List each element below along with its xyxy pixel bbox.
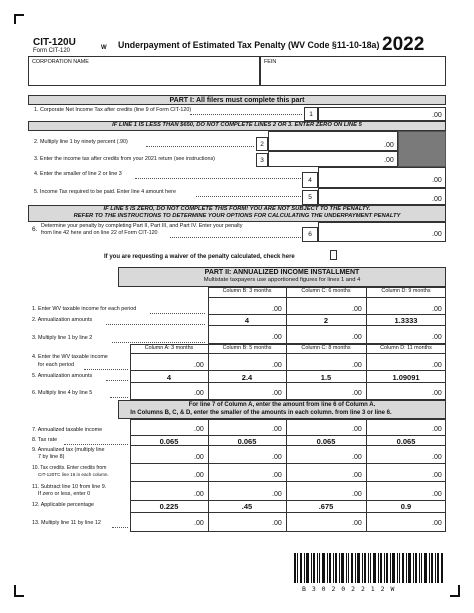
p2-bottom-rule-4 [130,481,446,482]
p2-mid-row2-rule [130,382,446,383]
p2-annual-mid-b: 2.4 [241,373,253,382]
p2-line3-leader [112,342,205,343]
p2-line6-cents-b: .00 [272,390,282,397]
p1-line2-leader [146,146,254,147]
p2-pct-c: .675 [318,502,334,511]
p1-line1-amount[interactable] [318,107,446,121]
p2-mid-row1-rule [130,370,446,371]
w-mark: W [101,45,107,51]
p2-tax-rate-b: 0.065 [237,437,257,446]
p2-bottom-rule-6 [130,512,446,513]
p1-line6-prefix: 6. [32,226,38,233]
p1-line3-cents: .00 [384,157,394,164]
p1-line1-leader [190,114,302,115]
p2-line4-leader [84,369,128,370]
p2-line7-cents-b: .00 [272,426,282,433]
p2-line1-cents-c: .00 [352,306,362,313]
p1-line6-number: 6 [302,227,318,242]
p2-tax-rate-d: 0.065 [396,437,416,446]
p2-line3-label: 3. Multiply line 1 by line 2 [32,335,93,341]
p2-tax-rate-c: 0.065 [316,437,336,446]
p2-bottom-rule-3 [130,463,446,464]
p1-line4-leader [135,178,301,179]
p1-line2-label: 2. Multiply line 1 by ninety percent (.90) [34,139,128,145]
p1-line2-cents: .00 [384,142,394,149]
p2-line6-leader [110,397,128,398]
crop-mark-bottom-right [450,585,460,597]
p1-line5-number: 5 [302,190,318,205]
p2-line3-cents-d: .00 [432,334,442,341]
p1-line1-label: 1. Corporate Net Income Tax after credits (line 9 of Form CIT-120) [34,107,192,113]
p2-line13-cents-a: .00 [194,520,204,527]
p1-line4-number: 4 [302,172,318,188]
p2-line7-cents-c: .00 [352,426,362,433]
p2-top-col-d: Column D: 9 months [381,288,431,294]
p2-tax-rate-a: 0.065 [159,437,179,446]
p2-annual-top-c: 2 [323,316,329,325]
p2-line3-cents-c: .00 [352,334,362,341]
p1-line6-label-a: Determine your penalty by completing Part II, Part III, and Part IV. Enter your penalty [41,223,243,229]
p2-line5-label: 5. Annualization amounts [32,373,93,379]
p1-line2-number: 2 [256,137,268,151]
waiver-checkbox[interactable] [330,250,337,260]
form-year: 2022 [382,34,425,55]
p2-line4-label-b: for each period [38,362,74,368]
corporation-name-field[interactable] [28,56,260,86]
p2-line13-label: 13. Multiply line 11 by line 12 [32,520,101,526]
p2-mid-header-rule [130,353,446,354]
p2-mid-col-b: Column B: 5 months [222,345,272,351]
p2-line10-label-a: 10. Tax credits. Enter credits from [32,465,107,471]
p2-top-col-b: Column B: 3 months [222,288,272,294]
p2-note-b: In Columns B, C, & D, enter the smaller of the amounts in each column. from line 3 or line 6. [130,410,392,416]
p1-line5-amount[interactable] [318,188,446,205]
p2-line5-leader [106,380,128,381]
p2-top-row2-rule [208,325,446,326]
p1-line5-cents: .00 [432,196,442,203]
p2-line4-label-a: 4. Enter the WV taxable income [32,354,108,360]
p2-line9-cents-c: .00 [352,454,362,461]
p2-annual-top-d: 1.3333 [394,316,418,325]
p2-line4-cents-b: .00 [272,362,282,369]
p2-annual-mid-a: 4 [166,373,172,382]
p1-note2-line-b: REFER TO THE INSTRUCTIONS TO DETERMINE YOUR OPTIONS FOR CALCULATING THE UNDERPAYMENT PENALTY [73,213,401,219]
form-title: Underpayment of Estimated Tax Penalty (WV Code §11-10-18a) [118,40,380,50]
p2-line6-cents-d: .00 [432,390,442,397]
p2-line9-cents-a: .00 [194,454,204,461]
p2-line1-cents-d: .00 [432,306,442,313]
p1-line5-leader [196,196,301,197]
p2-line10-cents-b: .00 [272,472,282,479]
p2-line1-cents-b: .00 [272,306,282,313]
fein-field[interactable] [260,56,446,86]
form-sub: Form CIT-120 [33,48,71,54]
p2-line13-cents-c: .00 [352,520,362,527]
p2-line6-label: 6. Multiply line 4 by line 5 [32,390,93,396]
p1-line6-leader [170,237,301,238]
p2-line13-leader [112,527,128,528]
p1-line5-label: 5. Income Tax required to be paid. Enter line 4 amount here [34,189,176,195]
p2-line9-cents-d: .00 [432,454,442,461]
p2-pct-b: .45 [241,502,253,511]
p1-line1-cents: .00 [432,112,442,119]
p2-line4-cents-d: .00 [432,362,442,369]
p2-annual-mid-d: 1.09091 [392,373,420,382]
p1-note2-line-a: IF LINE 5 IS ZERO, DO NOT COMPLETE THIS FORM! YOU ARE NOT SUBJECT TO THE PENALTY. [103,206,371,212]
part2-heading: PART II: ANNUALIZED INCOME INSTALLMENT [204,269,360,276]
p2-line4-cents-a: .00 [194,362,204,369]
p2-line11-cents-d: .00 [432,491,442,498]
crop-mark-bottom-left [14,585,24,597]
barcode [294,553,444,583]
p2-line10-cents-a: .00 [194,472,204,479]
p2-line10-label-b: CIT-120TC line 16 in each column. [38,472,109,477]
p1-shaded-block [398,131,446,167]
p1-line6-label-b: from line 42 here and on line 22 of Form CIT-120 [41,230,158,236]
p1-line3-amount[interactable] [268,151,398,167]
p2-line1-leader [150,313,205,314]
p2-line10-cents-c: .00 [352,472,362,479]
p2-line11-cents-b: .00 [272,491,282,498]
p2-mid-col-c: Column C: 8 months [301,345,351,351]
barcode-text: B 3 0 2 0 2 2 1 2 W [302,585,396,593]
part2-subheading: Multistate taxpayers use apportioned figures for lines 1 and 4 [203,277,361,283]
p2-mid-col-a: Column A: 3 months [144,345,194,351]
waiver-label: If you are requesting a waiver of the penalty calculated, check here [104,254,295,260]
fein-label: FEIN [264,59,277,65]
part1-heading: PART I: All filers must complete this part [169,97,305,104]
p2-line6-cents-a: .00 [194,390,204,397]
p2-line4-cents-c: .00 [352,362,362,369]
p1-line6-cents: .00 [432,231,442,238]
p2-top-row1-rule [208,314,446,315]
p2-line7-cents-d: .00 [432,426,442,433]
p2-line10-cents-d: .00 [432,472,442,479]
p2-line9-cents-b: .00 [272,454,282,461]
p2-mid-col-d: Column D: 11 months [380,345,432,351]
p2-bottom-rule-1 [130,435,446,436]
p2-line11-label-b: If zero or less, enter 0 [38,491,91,497]
p2-line11-cents-c: .00 [352,491,362,498]
p2-line11-label-a: 11. Subtract line 10 from line 9. [32,484,107,490]
p1-line2-amount[interactable] [268,131,398,151]
p2-annual-mid-c: 1.5 [320,373,332,382]
p2-top-col-c: Column C: 6 months [301,288,351,294]
p2-note-a: For line 7 of Column A, enter the amount from line 6 of Column A. [188,402,376,408]
form-code: CIT-120U [33,37,76,48]
p2-line11-cents-a: .00 [194,491,204,498]
p2-line6-cents-c: .00 [352,390,362,397]
p1-line4-amount[interactable] [318,167,446,188]
p2-line8-leader [64,444,128,445]
p2-line8-label: 8. Tax rate [32,437,58,443]
p1-line3-number: 3 [256,153,268,167]
p2-line9-label-b: 7 by line 8) [38,454,65,460]
p2-line7-cents-a: .00 [194,426,204,433]
p2-annual-top-b: 4 [244,316,250,325]
p2-line2-leader [106,324,205,325]
p1-line1-number: 1 [304,107,318,121]
p2-line12-label: 12. Applicable percentage [32,502,95,508]
p2-line9-label-a: 9. Annualized tax (multiply line [32,447,105,453]
p2-top-header-rule [208,297,446,298]
p1-line4-label: 4. Enter the smaller of line 2 or line 3 [34,171,122,177]
corporation-name-label: CORPORATION NAME [32,59,89,65]
p2-line7-label: 7. Annualized taxable income [32,427,103,433]
p2-line1-label: 1. Enter WV taxable income for each period [32,306,137,312]
p2-line13-cents-b: .00 [272,520,282,527]
p2-line13-cents-d: .00 [432,520,442,527]
p2-pct-d: 0.9 [400,502,412,511]
p1-line6-amount[interactable] [318,222,446,242]
p1-line4-cents: .00 [432,177,442,184]
p2-line3-cents-b: .00 [272,334,282,341]
p1-note1: IF LINE 1 IS LESS THAN $650, DO NOT COMPLETE LINES 2 OR 3. ENTER ZERO ON LINE 5 [112,122,362,128]
p2-pct-a: 0.225 [159,502,179,511]
p2-line2-label: 2. Annualization amounts [32,317,93,323]
crop-mark-top-left [14,14,24,24]
p1-line3-label: 3. Enter the income tax after credits from your 2021 return (see instructions) [34,156,215,162]
p2-bottom-rule-5 [130,500,446,501]
